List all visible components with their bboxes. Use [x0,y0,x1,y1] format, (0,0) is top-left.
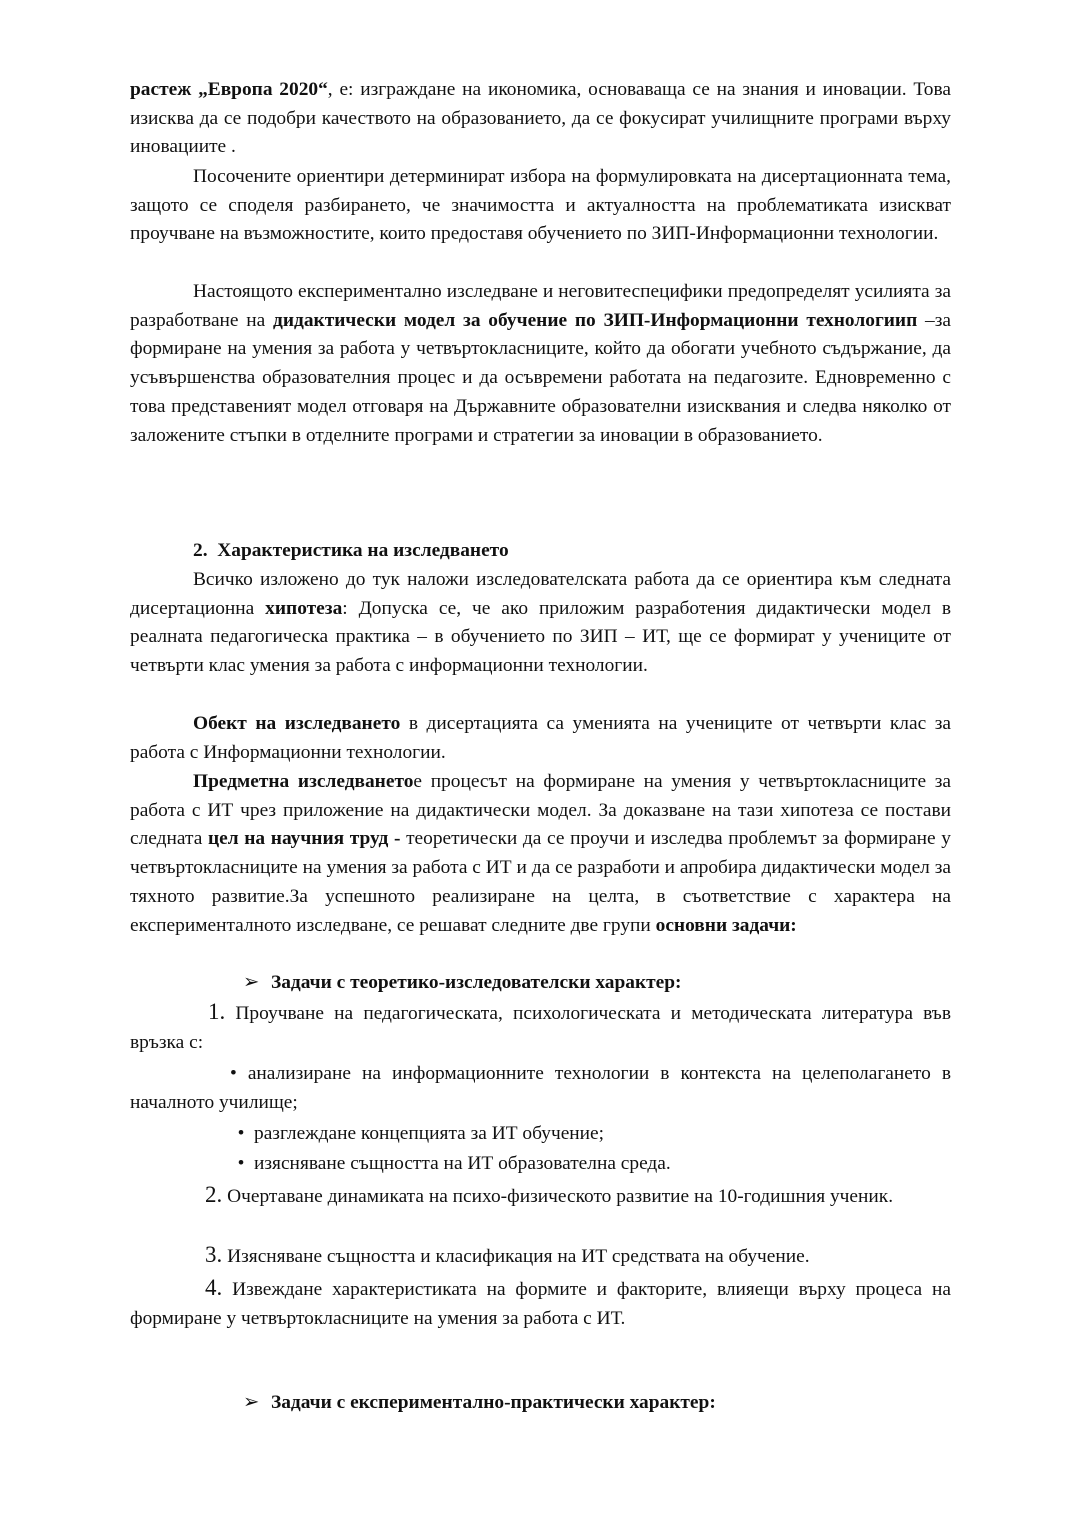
task-item-4: 4. Извеждане характеристиката на формите и факторите, влияещи върху процеса на формиране у четвъртокласниците на умения за работа с ИТ. [130,1275,951,1329]
bullet-icon: • [237,1123,245,1144]
paragraph-hypothesis: Всичко изложено до тук наложи изследователската работа да се ориентира към следната дисертационна хипотеза: Допуска се, че ако приложим разработения дидактически модел в реалната педагогическа практика – в обучението по ЗИП – ИТ, ще се формират у учениците от четвърти клас умения за работа с информационни технологии. [130,569,951,677]
arrow-bullet-icon: ➢ [243,972,260,993]
arrow-bullet-icon: ➢ [243,1392,260,1413]
paragraph-subject: Предметна изследванетое процесът на формиране на умения у четвъртокласниците за работа с ИТ чрез приложение на дидактически модел. За доказване на тази хипотеза се постави следната цел на научния труд - теоретически да се проучи и изследва проблемът за формиране у четвъртокласниците на умения за работа с ИТ и да се разработи и апробира дидактически модел за тяхното развитие.За успешното реализиране на целта, в съответствие с характера на експерименталното изследване, се решават следните две групи основни задачи: [130,771,952,936]
paragraph-didactic-model: Настоящото експериментално изследване и неговитеспецифики предопределят усилията за разработване на дидактически модел за обучение по ЗИП-Информационни технологиип –за формиране на умения за работа у четвъртокласниците, който да обогати учебното съдържание, да усъвършенства образователния процес и да осъвремени работата на педагозите. Едновременно с това представеният модел отговаря на Държавните образователни изисквания и следва няколко от заложените стъпки в отделните програми и стратегии за иновации в образованието. [130,281,951,446]
task-item-2: 2. Очертаване динамиката на психо-физическото развитие на 10-годишния ученик. [205,1182,894,1207]
europe-2020-bold: растеж „Европа 2020“ [130,79,328,100]
task-group-theoretical-heading: ➢ Задачи с теоретико-изследователски характер: [130,969,951,998]
task-bullet-1: • анализиране на информационните технологии в контекста на целеполагането в началното училище; [130,1063,951,1113]
paragraph-orientations: Посочените ориентири детерминират избора на формулировката на дисертационната тема, защото се споделя разбирането, че значимостта и актуалността на проблематиката изискват проучване на възможностите, които предоставя обучението по ЗИП-Информационни технологии. [130,166,951,245]
task-bullet-3: • изясняване същността на ИТ образователна среда. [130,1150,951,1179]
paragraph-object: Обект на изследването в дисертацията са уменията на учениците от четвърти клас за работа с Информационни технологии. [130,713,951,763]
task-item-3: 3. Изясняване същността и класификация на ИТ средствата на обучение. [205,1242,810,1267]
bullet-icon: • [230,1063,237,1084]
paragraph-europe-2020: растеж „Европа 2020“, е: изграждане на икономика, основаваща се на знания и иновации. Това изисква да се подобри качеството на образованието, да се фокусират училищните програми върху иновациите . [130,79,951,158]
task-bullet-2: • разглеждане концепцията за ИТ обучение; [130,1120,951,1149]
section-heading: 2. Характеристика на изследването [193,540,509,561]
bullet-icon: • [237,1153,245,1174]
task-group-experimental-heading: ➢ Задачи с експериментално-практически характер: [130,1389,951,1418]
task-item-1: 1. Проучване на педагогическата, психологическата и методическата литература във връзка с: [130,999,951,1053]
